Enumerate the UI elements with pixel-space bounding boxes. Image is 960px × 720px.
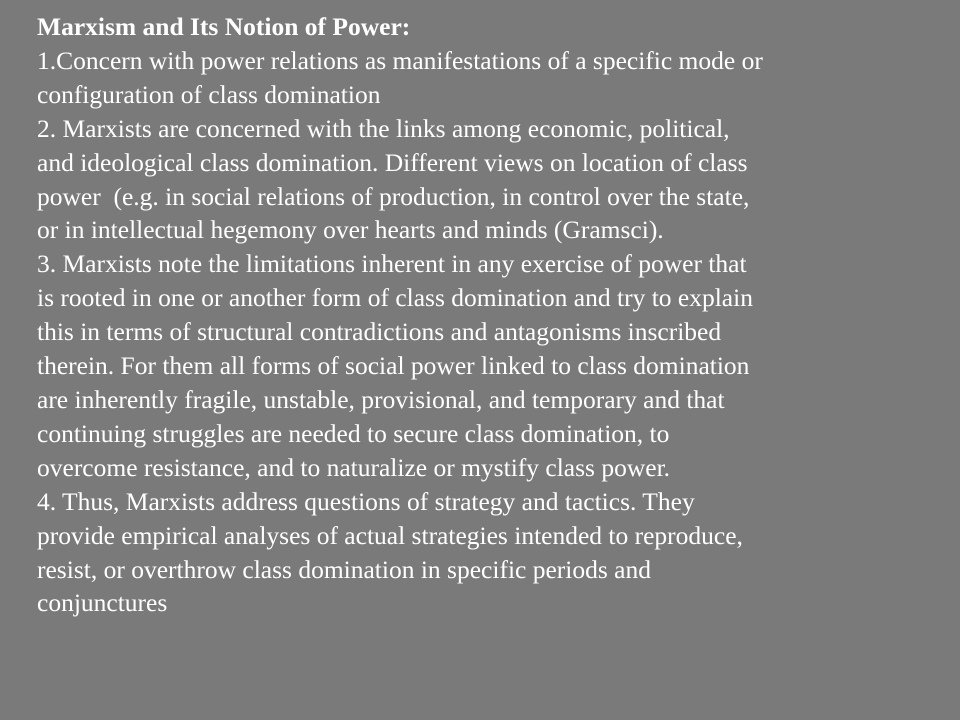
- point-2-line-2: and ideological class domination. Different views on location of class: [37, 147, 748, 177]
- point-4-line-4: conjunctures: [37, 588, 168, 618]
- point-1-line-1: 1.Concern with power relations as manifestations of a specific mode or: [37, 45, 763, 75]
- slide-title: Marxism and Its Notion of Power:: [37, 12, 411, 41]
- point-4-line-2: provide empirical analyses of actual strategies intended to reproduce,: [37, 520, 743, 550]
- point-1-line-2: configuration of class domination: [37, 79, 381, 109]
- point-3-line-1: 3. Marxists note the limitations inherent in any exercise of power that: [37, 249, 747, 279]
- point-3-line-5: are inherently fragile, unstable, provisional, and temporary and that: [37, 384, 725, 414]
- point-3-line-2: is rooted in one or another form of class domination and try to explain: [37, 283, 753, 313]
- point-2-line-4: or in intellectual hegemony over hearts and minds (Gramsci).: [37, 215, 664, 245]
- point-3-line-3: this in terms of structural contradictions and antagonisms inscribed: [37, 317, 722, 347]
- point-2-line-3: power (e.g. in social relations of production, in control over the state,: [37, 181, 750, 211]
- point-2-line-1: 2. Marxists are concerned with the links among economic, political,: [37, 113, 730, 143]
- point-4-line-3: resist, or overthrow class domination in specific periods and: [37, 554, 651, 584]
- slide-body: [37, 10, 952, 620]
- point-4-line-1: 4. Thus, Marxists address questions of strategy and tactics. They: [37, 486, 695, 516]
- point-3-line-4: therein. For them all forms of social power linked to class domination: [37, 351, 750, 381]
- point-3-line-6: continuing struggles are needed to secure class domination, to: [37, 418, 670, 448]
- point-3-line-7: overcome resistance, and to naturalize or mystify class power.: [37, 452, 671, 482]
